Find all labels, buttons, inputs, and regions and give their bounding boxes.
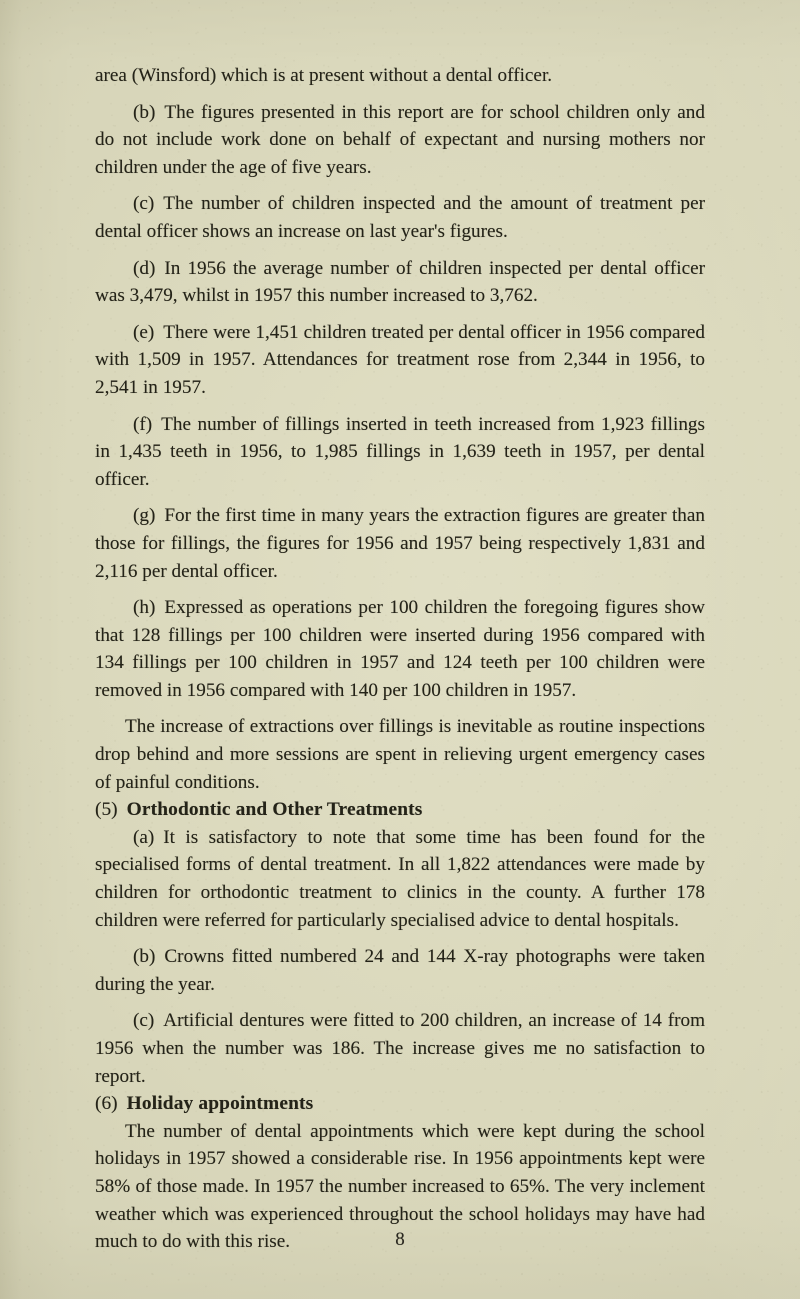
section-title-5: Orthodontic and Other Treatments (126, 799, 423, 821)
paragraph-text-h: Expressed as operations per 100 children the foregoing figures show that 128 fillings per 100 children were inserted during 1956 compared with 134 fillings per 100 children in 1957 and 124 teeth per 100 children were removed in 1956 compared with 140 per 100 children in 1957. (95, 597, 705, 701)
paragraph-item-c (95, 190, 705, 245)
paragraph-continuation: area (Winsford) which is at present without a dental officer. (95, 65, 553, 86)
paragraph-s5-item-a (95, 824, 705, 934)
paragraph-text-g: For the first time in many years the extraction figures are greater than those for fillings, the figures for 1956 and 1957 being respectively 1,831 and 2,116 per dental officer. (95, 505, 705, 582)
paragraph-text-s5-b: Crowns fitted numbered 24 and 144 X-ray photographs were taken during the year. (95, 946, 705, 995)
paragraph-text-c: The number of children inspected and the amount of treatment per dental officer shows an increase on last year's figures. (95, 193, 705, 242)
paragraph-text-f: The number of fillings inserted in teeth increased from 1,923 fillings in 1,435 teeth in 1956, to 1,985 fillings in 1,639 teeth in 1957, per dental officer. (95, 413, 705, 490)
paragraph-label-g: (g) (133, 505, 156, 527)
paragraph-item-h (95, 594, 705, 704)
paragraph-s6-para-1: The number of dental appointments which were kept during the school holidays in 1957 showed a considerable rise. In 1956 appointments kept were 58% of those made. In 1957 the number increased to 65%. The very inclement weather which was experienced throughout the school holidays may have had much to do with this rise. (95, 1120, 705, 1253)
paragraph-s5-item-b (95, 943, 705, 998)
page-number: 8 (395, 1229, 405, 1250)
section-heading-6 (95, 1090, 705, 1118)
paragraph-label-s5-a: (a) (133, 826, 155, 848)
paragraph-label-s5-c: (c) (133, 1010, 155, 1032)
section-number-6: (6) (95, 1093, 118, 1115)
paragraph-item-f (95, 411, 705, 494)
paragraph-label-s5-b: (b) (133, 946, 156, 968)
paragraph-text-e: There were 1,451 children treated per dental officer in 1956 compared with 1,509 in 1957. Attendances for treatment rose from 2,344 in 1956, to 2,541 in 1957. (95, 321, 705, 398)
paragraph-text-b: The figures presented in this report are for school children only and do not include work done on behalf of expectant and nursing mothers nor children under the age of five years. (95, 101, 705, 178)
paragraph-item-g (95, 502, 705, 585)
section-heading-5 (95, 796, 705, 824)
paragraph-text-s5-a: It is satisfactory to note that some time has been found for the specialised forms of dental treatment. In all 1,822 attendances were made by children for orthodontic treatment to clinics in the county. A further 178 children were referred for particularly specialised advice to dental hospitals. (95, 826, 705, 931)
paragraph-label-f: (f) (133, 413, 153, 435)
paragraph-label-h: (h) (133, 597, 156, 619)
paragraph-item-d (95, 255, 705, 310)
paragraph-s5-item-c (95, 1007, 705, 1090)
section-title-6: Holiday appointments (126, 1093, 314, 1115)
paragraph-label-d: (d) (133, 257, 156, 279)
paragraph-text-s5-c: Artificial dentures were fitted to 200 children, an increase of 14 from 1956 when the number was 186. The increase gives me no satisfaction to report. (95, 1010, 705, 1087)
section-number-5: (5) (95, 799, 118, 821)
paragraph-closing-dental: The increase of extractions over fillings is inevitable as routine inspections drop behind and more sessions are spent in relieving urgent emergency cases of painful conditions. (95, 716, 705, 793)
paragraph-label-b: (b) (133, 101, 156, 123)
paragraph-label-c: (c) (133, 193, 155, 215)
paragraph-item-b (95, 99, 705, 182)
paragraph-text-d: In 1956 the average number of children inspected per dental officer was 3,479, whilst in 1957 this number increased to 3,762. (95, 257, 705, 307)
paragraph-item-e (95, 319, 705, 402)
paragraph-label-e: (e) (133, 321, 155, 343)
page-text-block (95, 62, 705, 1256)
